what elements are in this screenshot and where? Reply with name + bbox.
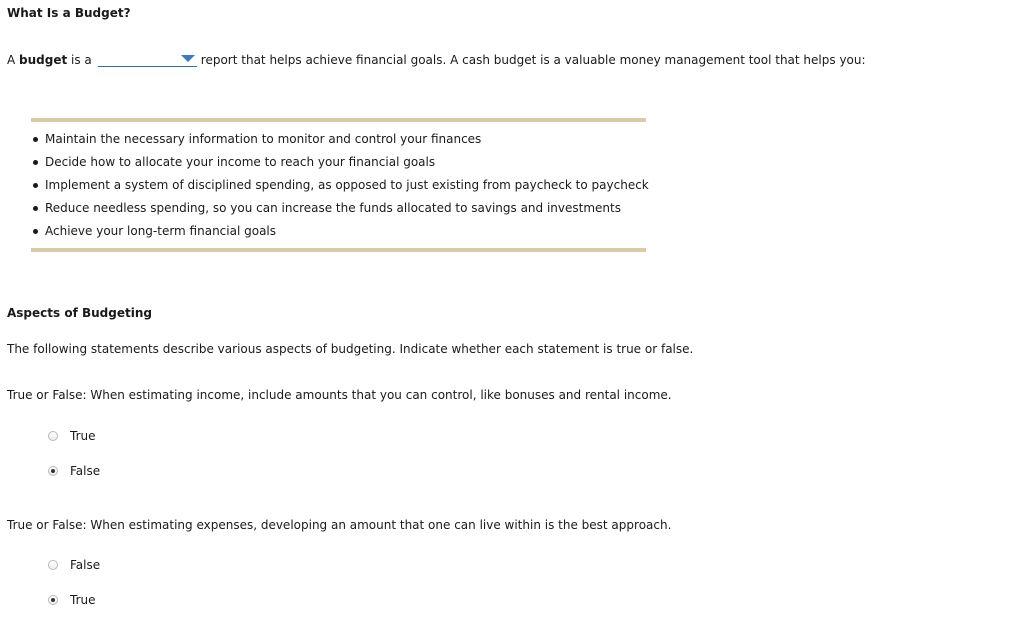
list-item: Implement a system of disciplined spending, as opposed to just existing from paycheck to paycheck bbox=[31, 174, 649, 197]
radio-button-selected[interactable] bbox=[48, 466, 58, 476]
radio-label: True bbox=[70, 429, 96, 443]
budget-term: budget bbox=[19, 53, 68, 67]
question-2-text: True or False: When estimating expenses, developing an amount that one can live within is the best approach. bbox=[7, 518, 672, 532]
bottom-divider bbox=[31, 248, 646, 252]
bullet-icon bbox=[33, 206, 38, 211]
bullet-icon bbox=[33, 137, 38, 142]
question-2-option-false[interactable] bbox=[48, 557, 100, 573]
question-1-text: True or False: When estimating income, include amounts that you can control, like bonuses and rental income. bbox=[7, 388, 672, 402]
list-item: Reduce needless spending, so you can increase the funds allocated to savings and investments bbox=[31, 197, 649, 220]
radio-label: False bbox=[70, 558, 101, 572]
budget-benefits-list bbox=[31, 128, 649, 243]
question-1-option-false[interactable] bbox=[48, 463, 100, 479]
top-divider bbox=[31, 118, 646, 122]
bullet-icon bbox=[33, 160, 38, 165]
aspects-intro-text: The following statements describe various aspects of budgeting. Indicate whether each statement is true or false. bbox=[7, 342, 694, 356]
sentence-prefix: A bbox=[7, 53, 20, 67]
budget-definition-sentence bbox=[7, 52, 866, 67]
question-2-option-true[interactable] bbox=[48, 592, 96, 608]
bullet-icon bbox=[33, 229, 38, 234]
sentence-middle: is a bbox=[67, 53, 92, 67]
budget-type-dropdown[interactable] bbox=[98, 52, 197, 67]
list-item: Maintain the necessary information to monitor and control your finances bbox=[31, 128, 649, 151]
question-1-option-true[interactable] bbox=[48, 428, 96, 444]
radio-button-selected[interactable] bbox=[48, 595, 58, 605]
section-title-aspects-of-budgeting: Aspects of Budgeting bbox=[7, 306, 152, 320]
list-item: Decide how to allocate your income to reach your financial goals bbox=[31, 151, 649, 174]
radio-label: True bbox=[70, 593, 96, 607]
radio-button[interactable] bbox=[48, 560, 58, 570]
list-item: Achieve your long-term financial goals bbox=[31, 220, 649, 243]
chevron-down-icon bbox=[181, 55, 195, 62]
sentence-suffix: report that helps achieve financial goals. A cash budget is a valuable money management tool that helps you: bbox=[200, 53, 866, 67]
bullet-icon bbox=[33, 183, 38, 188]
radio-label: False bbox=[70, 464, 101, 478]
radio-button[interactable] bbox=[48, 431, 58, 441]
section-title-what-is-a-budget: What Is a Budget? bbox=[7, 6, 131, 20]
